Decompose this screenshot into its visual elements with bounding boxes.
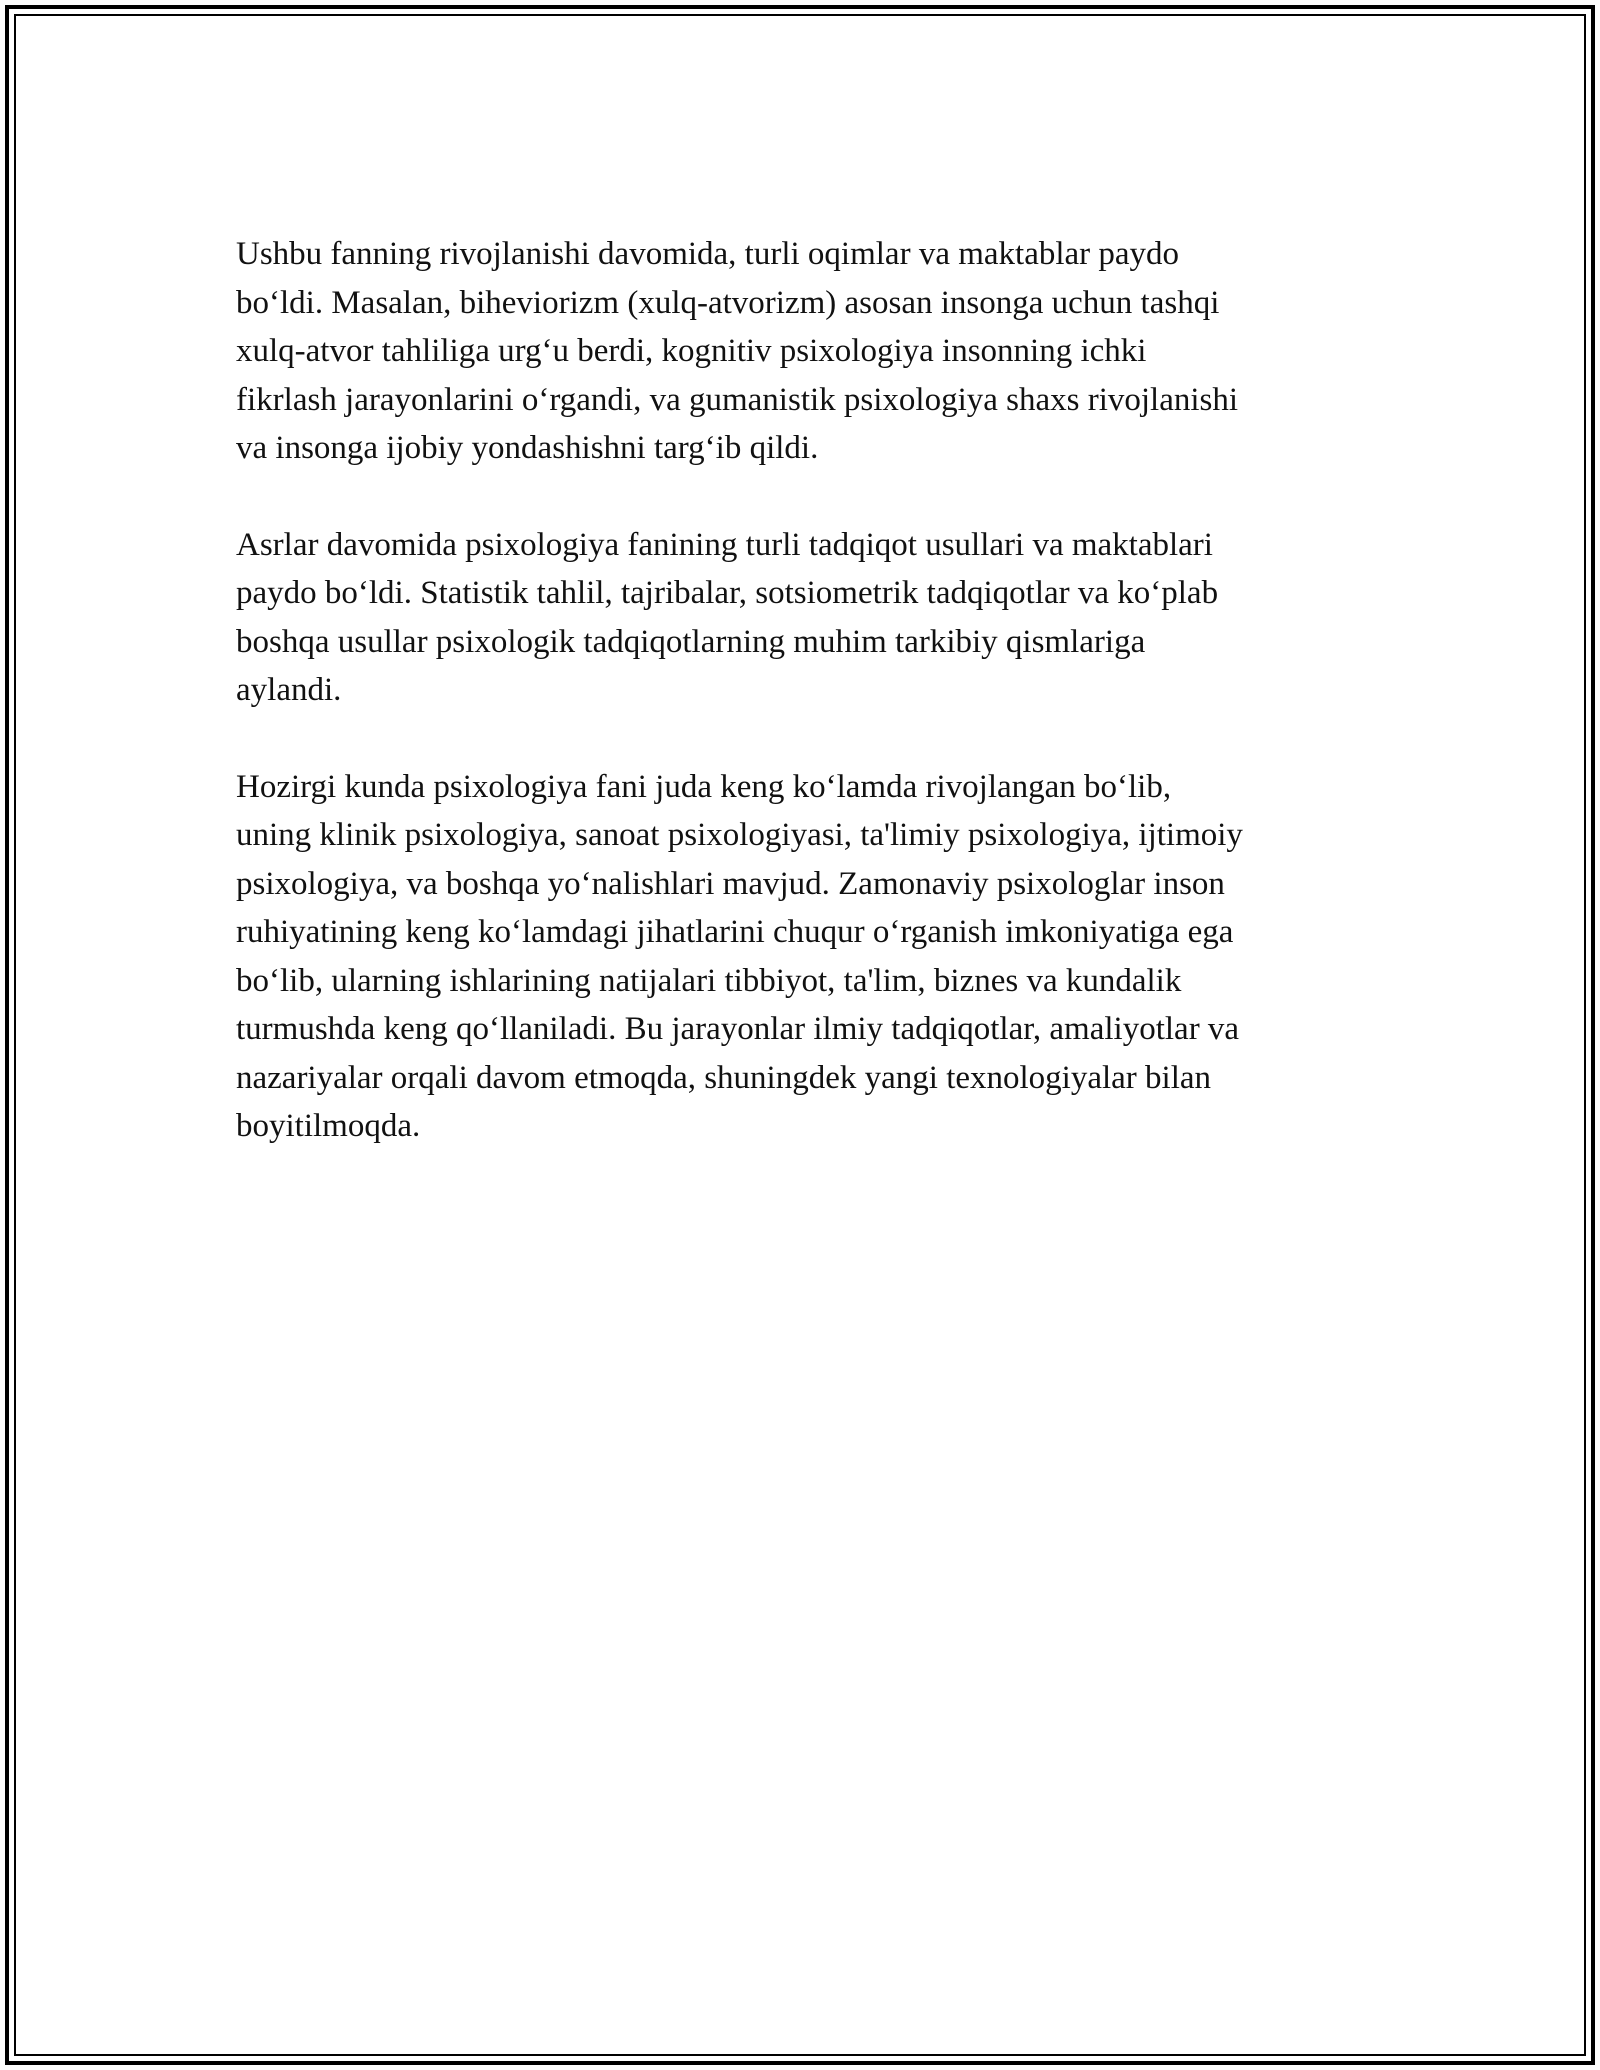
paragraph-2: Asrlar davomida psixologiya fanining turli tadqiqot usullari va maktablari paydo bo‘ldi. Statistik tahlil, tajribalar, sotsiometrik tadqiqotlar va ko‘plab boshqa usullar psixologik tadqiqotlarning muhim tarkibiy qismlariga aylandi. (236, 526, 1219, 708)
paragraph-1: Ushbu fanning rivojlanishi davomida, turli oqimlar va maktablar paydo bo‘ldi. Masalan, biheviorizm (xulq-atvorizm) asosan insonga uchun tashqi xulq-atvor tahliliga urg‘u berdi, kognitiv psixologiya insonning ichki fikrlash jarayonlarini o‘rgandi, va gumanistik psixologiya shaxs rivojlanishi va insonga ijobiy yondashishni targ‘ib qildi. (236, 236, 1239, 466)
document-body (236, 230, 1356, 1199)
paragraph-3: Hozirgi kunda psixologiya fani juda keng ko‘lamda rivojlangan bo‘lib, uning klinik psixologiya, sanoat psixologiyasi, ta'limiy psixologiya, ijtimoiy psixologiya, va boshqa yo‘nalishlari mavjud. Zamonaviy psixologlar inson ruhiyatining keng ko‘lamdagi jihatlarini chuqur o‘rganish imkoniyatiga ega bo‘lib, ularning ishlarining natijalari tibbiyot, ta'lim, biznes va kundalik turmushda keng qo‘llaniladi. Bu jarayonlar ilmiy tadqiqotlar, amaliyotlar va nazariyalar orqali davom etmoqda, shuningdek yangi texnologiyalar bilan boyitilmoqda. (236, 768, 1243, 1144)
